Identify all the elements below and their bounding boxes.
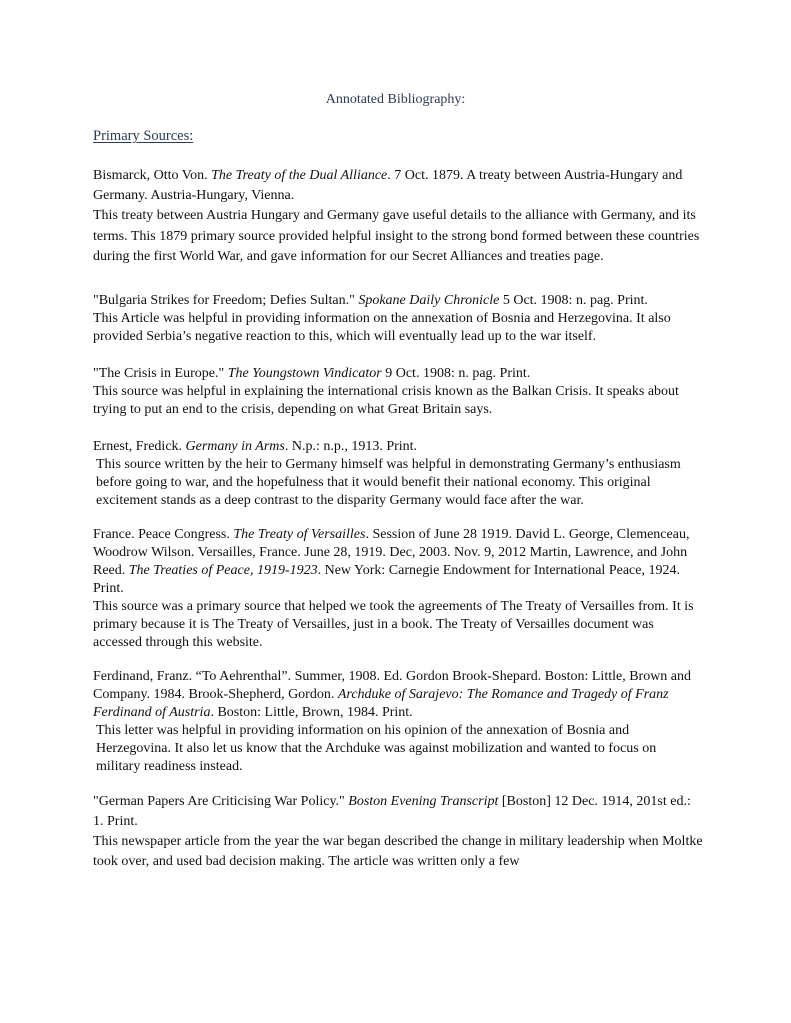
citation: "Bulgaria Strikes for Freedom; Defies Sultan." Spokane Daily Chronicle 5 Oct. 1908: n. pag. Print.	[93, 292, 648, 308]
annotation: This letter was helpful in providing information on his opinion of the annexation of Bosnia and Herzegovina. It also let us know that the Archduke was against mobilization and wanted to focus on military readiness instead.	[96, 722, 657, 774]
bibliography-entry	[93, 526, 703, 652]
work-title: The Youngstown Vindicator	[227, 365, 382, 381]
work-title: The Treaty of Versailles	[233, 526, 366, 542]
bibliography-entry	[93, 166, 703, 268]
bibliography-entry	[93, 292, 703, 346]
bibliography-entry	[93, 365, 703, 419]
citation: France. Peace Congress. The Treaty of Versailles. Session of June 28 1919. David L. George, Clemenceau, Woodrow Wilson. Versailles, France. June 28, 1919. Dec, 2003. Nov. 9, 2012 Martin, Lawrence, and John Reed. The Treaties of Peace, 1919-1923. New York: Carnegie Endowment for International Peace, 1924. Print.	[93, 526, 690, 596]
work-title: The Treaty of the Dual Alliance	[211, 168, 388, 183]
page-title: Annotated Bibliography:	[325, 92, 466, 107]
annotation: This treaty between Austria Hungary and Germany gave useful details to the alliance with Germany, and its terms. This 1879 primary source provided helpful insight to the strong bond formed between these countries during the first World War, and gave information for our Secret Alliances and treaties page.	[93, 208, 700, 264]
citation: "The Crisis in Europe." The Youngstown Vindicator 9 Oct. 1908: n. pag. Print.	[93, 365, 531, 381]
work-title: Spokane Daily Chronicle	[358, 292, 500, 308]
bibliography-entry	[93, 438, 703, 510]
work-title: Boston Evening Transcript	[348, 793, 499, 809]
annotation: This source was a primary source that helped we took the agreements of The Treaty of Versailles from. It is primary because it is The Treaty of Versailles, just in a book. The Treaty of Versailles document was accessed through this website.	[93, 598, 694, 650]
work-title: The Treaties of Peace, 1919-1923	[128, 562, 318, 578]
bibliography-entry	[93, 792, 703, 873]
bibliography-list	[93, 166, 703, 873]
citation: "German Papers Are Criticising War Policy." Boston Evening Transcript [Boston] 12 Dec. 1914, 201st ed.: 1. Print.	[93, 793, 691, 829]
citation: Ernest, Fredick. Germany in Arms. N.p.: n.p., 1913. Print.	[93, 438, 418, 454]
section-heading-primary-sources: Primary Sources:	[93, 128, 194, 144]
annotation: This source was helpful in explaining the international crisis known as the Balkan Crisis. It speaks about trying to put an end to the crisis, depending on what Great Britain says.	[93, 383, 679, 417]
annotation: This Article was helpful in providing information on the annexation of Bosnia and Herzegovina. It also provided Serbia’s negative reaction to this, which will eventually lead up to the war itself.	[93, 310, 671, 344]
citation: Ferdinand, Franz. “To Aehrenthal”. Summer, 1908. Ed. Gordon Brook-Shepard. Boston: Little, Brown and Company. 1984. Brook-Shepherd, Gordon. Archduke of Sarajevo: The Romance and Tragedy of Franz Ferdinand of Austria. Boston: Little, Brown, 1984. Print.	[93, 668, 692, 720]
work-title: Archduke of Sarajevo: The Romance and Tragedy of Franz Ferdinand of Austria	[93, 686, 669, 720]
work-title: Germany in Arms	[185, 438, 285, 454]
annotation: This source written by the heir to Germany himself was helpful in demonstrating Germany’s enthusiasm before going to war, and the hopefulness that it would benefit their national economy. This original excitement stands as a deep contrast to the disparity Germany would face after the war.	[96, 456, 681, 508]
citation: Bismarck, Otto Von. The Treaty of the Dual Alliance. 7 Oct. 1879. A treaty between Austria-Hungary and Germany. Austria-Hungary, Vienna.	[93, 168, 683, 203]
bibliography-entry	[93, 668, 703, 776]
annotation: This newspaper article from the year the war began described the change in military leadership when Moltke took over, and used bad decision making. The article was written only a few	[93, 833, 703, 869]
